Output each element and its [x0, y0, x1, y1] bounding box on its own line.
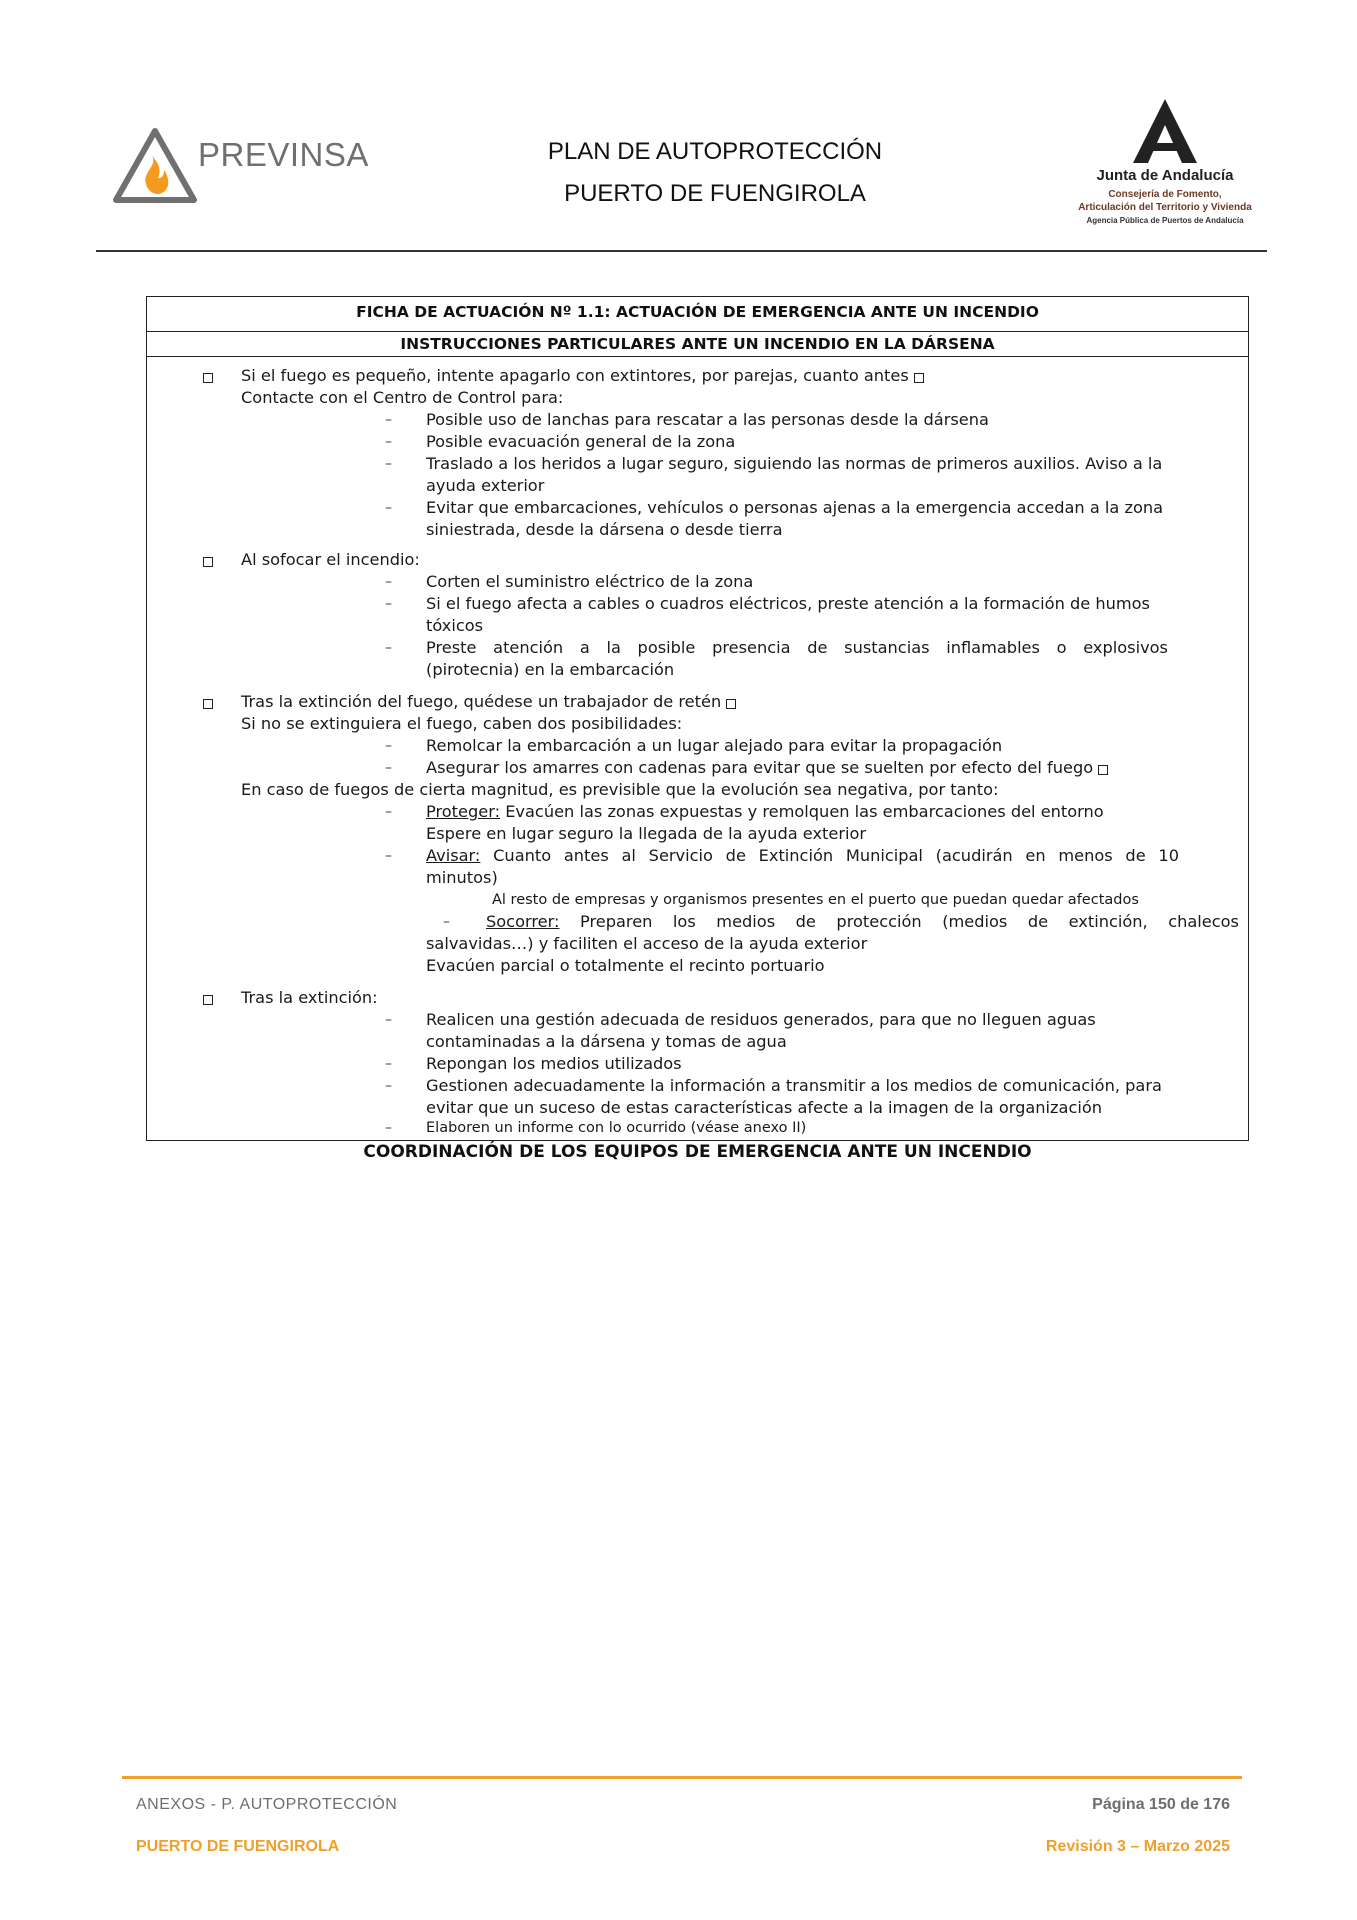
checkbox-square-icon: [914, 373, 924, 383]
card-title: FICHA DE ACTUACIÓN Nº 1.1: ACTUACIÓN DE EMERGENCIA ANTE UN INCENDIO: [356, 303, 1039, 321]
list-item: siniestrada, desde la dársena o desde tierra: [426, 520, 783, 539]
footer-divider: [122, 1776, 1242, 1779]
list-item: Proteger: Evacúen las zonas expuestas y remolquen las embarcaciones del entorno: [426, 802, 1104, 821]
junta-articulacion-line: Articulación del Territorio y Vivienda: [1078, 202, 1252, 213]
dash-bullet: –: [385, 434, 392, 450]
flame-triangle-icon: [112, 126, 198, 208]
list-item: (pirotecnia) en la embarcación: [426, 660, 675, 679]
junta-agencia-line: Agencia Pública de Puertos de Andalucía: [1086, 216, 1244, 225]
previnsa-logo-text: PREVINSA: [198, 136, 369, 173]
dash-bullet: –: [385, 456, 392, 472]
checkbox-square-icon: [203, 699, 213, 709]
list-item: Asegurar los amarres con cadenas para evitar que se suelten por efecto del fuego: [426, 757, 1108, 779]
list-item: Tras la extinción:: [241, 988, 378, 1007]
list-item: Posible uso de lanchas para rescatar a las personas desde la dársena: [426, 410, 989, 429]
dash-bullet: –: [385, 596, 392, 612]
list-item: Evacúen parcial o totalmente el recinto portuario: [426, 956, 825, 975]
dash-bullet: –: [385, 412, 392, 428]
dash-bullet: –: [385, 738, 392, 754]
list-item: Si el fuego es pequeño, intente apagarlo con extintores, por parejas, cuanto antes: [241, 365, 924, 387]
page-number: Página 150 de 176: [1092, 1796, 1230, 1813]
dash-bullet: –: [385, 848, 392, 864]
previnsa-logo: [112, 126, 382, 208]
checkbox-square-icon: [726, 699, 736, 709]
dash-bullet: –: [385, 1056, 392, 1072]
list-item: ayuda exterior: [426, 476, 545, 495]
list-item: Posible evacuación general de la zona: [426, 432, 736, 451]
list-item: Corten el suministro eléctrico de la zona: [426, 572, 754, 591]
dash-bullet: –: [385, 1012, 392, 1028]
list-item: Remolcar la embarcación a un lugar alejado para evitar la propagación: [426, 736, 1003, 755]
dash-bullet: –: [385, 500, 392, 516]
list-item: Tras la extinción del fuego, quédese un trabajador de retén: [241, 691, 736, 713]
dash-bullet: –: [385, 1120, 392, 1136]
list-item: Realicen una gestión adecuada de residuos generados, para que no lleguen aguas: [426, 1010, 1096, 1029]
list-item: Preste atención a la posible presencia de sustancias inflamables o explosivos: [426, 638, 1168, 657]
document-title: PLAN DE AUTOPROTECCIÓN: [547, 138, 883, 165]
dash-bullet: –: [385, 804, 392, 820]
footer-section-label: ANEXOS - P. AUTOPROTECCIÓN: [136, 1796, 398, 1813]
dash-bullet: –: [385, 574, 392, 590]
list-item: evitar que un suceso de estas características afecte a la imagen de la organización: [426, 1098, 1103, 1117]
list-item: Espere en lugar seguro la llegada de la ayuda exterior: [426, 824, 867, 843]
list-item: salvavidas…) y faciliten el acceso de la ayuda exterior: [426, 934, 868, 953]
list-item: En caso de fuegos de cierta magnitud, es previsible que la evolución sea negativa, por tanto:: [241, 780, 999, 799]
list-item: tóxicos: [426, 616, 484, 635]
list-item: Contacte con el Centro de Control para:: [241, 388, 564, 407]
list-item: Al sofocar el incendio:: [241, 550, 420, 569]
card-divider: [147, 356, 1248, 357]
header-divider: [96, 250, 1267, 252]
list-item: contaminadas a la dársena y tomas de agua: [426, 1032, 787, 1051]
card-divider: [147, 331, 1248, 332]
list-item: Avisar: Cuanto antes al Servicio de Extinción Municipal (acudirán en menos de 10: [426, 846, 1179, 865]
proteger-label: Proteger:: [426, 802, 501, 821]
list-item: minutos): [426, 868, 498, 887]
list-item: Evitar que embarcaciones, vehículos o personas ajenas a la emergencia accedan a la zona: [426, 498, 1164, 517]
junta-andalucia-name: Junta de Andalucía: [1096, 167, 1234, 184]
footer-port-name: PUERTO DE FUENGIROLA: [136, 1838, 340, 1855]
document-subtitle: PUERTO DE FUENGIROLA: [564, 180, 866, 207]
dash-bullet: –: [385, 640, 392, 656]
junta-andalucia-logo: [1070, 95, 1260, 235]
section-heading: COORDINACIÓN DE LOS EQUIPOS DE EMERGENCIA ANTE UN INCENDIO: [363, 1142, 1032, 1162]
list-item: Si no se extinguiera el fuego, caben dos posibilidades:: [241, 714, 683, 733]
revision-label: Revisión 3 – Marzo 2025: [1045, 1838, 1230, 1855]
list-item: Gestionen adecuadamente la información a transmitir a los medios de comunicación, para: [426, 1076, 1162, 1095]
list-item: Al resto de empresas y organismos presentes en el puerto que puedan quedar afectados: [492, 892, 1139, 908]
dash-bullet: –: [385, 1078, 392, 1094]
card-subtitle: INSTRUCCIONES PARTICULARES ANTE UN INCENDIO EN LA DÁRSENA: [400, 335, 995, 353]
checkbox-square-icon: [1098, 765, 1108, 775]
junta-a-emblem-icon: [1070, 95, 1260, 167]
checkbox-square-icon: [203, 373, 213, 383]
checkbox-square-icon: [203, 557, 213, 567]
list-item: Si el fuego afecta a cables o cuadros eléctricos, preste atención a la formación de humos: [426, 594, 1150, 613]
socorrer-label: Socorrer:: [486, 912, 560, 931]
list-item: Repongan los medios utilizados: [426, 1054, 682, 1073]
junta-consejeria-line: Consejería de Fomento,: [1108, 189, 1222, 200]
list-item: Socorrer: Preparen los medios de protección (medios de extinción, chalecos: [486, 912, 1239, 931]
action-card: [146, 296, 1249, 1141]
list-item: Traslado a los heridos a lugar seguro, siguiendo las normas de primeros auxilios. Aviso a la: [426, 454, 1163, 473]
dash-bullet: –: [443, 914, 450, 930]
avisar-label: Avisar:: [426, 846, 481, 865]
list-item: Elaboren un informe con lo ocurrido (véase anexo II): [426, 1120, 807, 1136]
dash-bullet: –: [385, 760, 392, 776]
checkbox-square-icon: [203, 995, 213, 1005]
